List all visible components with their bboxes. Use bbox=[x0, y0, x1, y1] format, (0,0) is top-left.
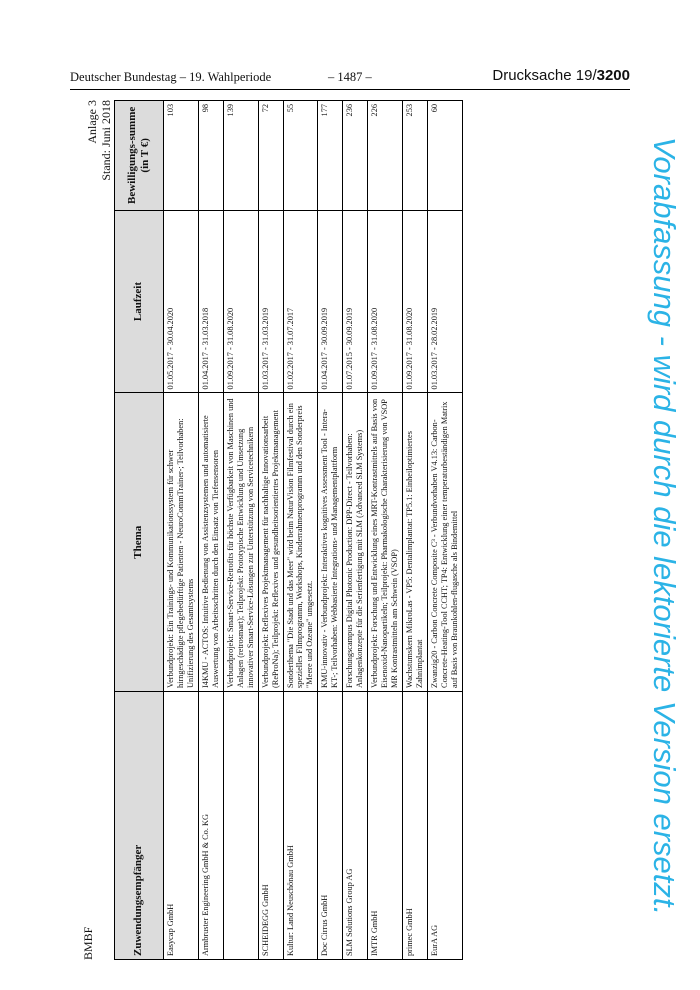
cell-amount: 72 bbox=[258, 101, 283, 211]
table-row bbox=[318, 101, 343, 960]
table-row bbox=[403, 101, 428, 960]
table-body bbox=[164, 101, 463, 960]
annex-label: Anlage 3 bbox=[85, 100, 100, 144]
header-doc-num2: 3200 bbox=[596, 67, 630, 84]
cell-recipient: primec GmbH bbox=[403, 691, 428, 959]
cell-recipient: EurA AG bbox=[427, 691, 462, 959]
table-row bbox=[258, 101, 283, 960]
header-rule bbox=[70, 89, 630, 90]
cell-recipient: Doc Cirrus GmbH bbox=[318, 691, 343, 959]
header-page-number: – 1487 – bbox=[328, 70, 372, 84]
grant-table bbox=[114, 100, 463, 960]
cell-amount: 103 bbox=[164, 101, 199, 211]
table-row bbox=[368, 101, 403, 960]
cell-period: 01.05.2017 - 30.04.2020 bbox=[164, 210, 199, 393]
cell-topic: Sonderthema "Die Stadt und das Meer" wird beim NaturVision Filmfestival durch ein spezielles Filmprogramm, Workshops, Kinderrahmenprogramm und den Sonderpreis "Meere und Ozeane" umgesetzt. bbox=[283, 393, 318, 692]
col-header-amount: Bewilligungs-summe (in T €) bbox=[115, 101, 164, 211]
cell-recipient: SCHEIDEGG GmbH bbox=[258, 691, 283, 959]
cell-topic: KMU-innovativ - Verbundprojekt: Interaktives kognitives Assessment Tool - Intera-KT-; Teilvorhaben: Webbasierte Integrations- und Managementplattform bbox=[318, 393, 343, 692]
cell-period: 01.03.2017 - 31.03.2019 bbox=[258, 210, 283, 393]
ministry-label: BMBF bbox=[81, 926, 95, 960]
cell-recipient: SLM Solutions Group AG bbox=[343, 691, 368, 959]
cell-period: 01.09.2017 - 31.08.2020 bbox=[368, 210, 403, 393]
cell-topic: Verbundprojekt: Ein Trainings- und Kommunikationssystem für schwer hirngeschädigte pflegebedürftige Patienten - NeuroCommTrainer-; Teilvorhaben: Unifizierung des Gesamtsystems bbox=[164, 393, 199, 692]
table-row bbox=[223, 101, 258, 960]
cell-topic: Zwanzig20 - Carbon Concrete Composite C³ - Verbundvorhaben V4.13: Carbon-Concrete-Heating-Tool CCHT; TP4: Entwicklung einer temperaturbeständigen Matrix auf Basis von Braunkohlen-flugasche als Bindemittel bbox=[427, 393, 462, 692]
table-meta bbox=[70, 100, 114, 960]
table-row bbox=[164, 101, 199, 960]
cell-amount: 55 bbox=[283, 101, 318, 211]
cell-period: 01.02.2017 - 31.07.2017 bbox=[283, 210, 318, 393]
status-date: Stand: Juni 2018 bbox=[99, 100, 114, 181]
rotated-table-page bbox=[70, 100, 550, 960]
header-doc-prefix: Drucksache bbox=[492, 67, 576, 84]
cell-recipient: IMTR GmbH bbox=[368, 691, 403, 959]
cell-amount: 98 bbox=[198, 101, 223, 211]
header-doc-num1: 19/ bbox=[575, 67, 597, 84]
cell-amount: 177 bbox=[318, 101, 343, 211]
cell-period: 01.09.2017 - 31.08.2020 bbox=[223, 210, 258, 393]
annex-block bbox=[86, 100, 114, 181]
cell-recipient: Kultur: Land Neuschönau GmbH bbox=[283, 691, 318, 959]
table-row bbox=[198, 101, 223, 960]
cell-amount: 226 bbox=[368, 101, 403, 211]
cell-topic: Verbundprojekt: Reflexives Projektmanagement für nachhaltige Innovationsarbeit (ReProNa); Teilprojekt: Reflexives und gesundheitsorientiertes Projektmanagement bbox=[258, 393, 283, 692]
table-row bbox=[427, 101, 462, 960]
cell-amount: 236 bbox=[343, 101, 368, 211]
cell-amount: 253 bbox=[403, 101, 428, 211]
cell-period: 01.03.2017 - 28.02.2019 bbox=[427, 210, 462, 393]
cell-period: 01.04.2017 - 31.03.2018 bbox=[198, 210, 223, 393]
cell-topic: Wachstumskern MikroLas - VP5: Dentalimplantat: TP5.1: Einheiloptimiertes Zahnimplantat bbox=[403, 393, 428, 692]
cell-period: 01.09.2017 - 31.08.2020 bbox=[403, 210, 428, 393]
table-header-row bbox=[115, 101, 164, 960]
cell-topic: Verbundprojekt: Smart-Service-Retrofits für höchste Verfügbarkeit von Maschinen und Anlagen (retrosmart); Teilprojekt: Prototypische Entwicklung und Umsetzung innovativer Smart-Service-Lösungen zur Unterstützung von Servicetechnikern bbox=[223, 393, 258, 692]
header-document-number bbox=[492, 67, 630, 84]
cell-recipient bbox=[223, 691, 258, 959]
cell-recipient: Easycap GmbH bbox=[164, 691, 199, 959]
cell-period: 01.04.2017 - 30.09.2019 bbox=[318, 210, 343, 393]
table-row bbox=[283, 101, 318, 960]
cell-amount: 60 bbox=[427, 101, 462, 211]
col-header-topic: Thema bbox=[115, 393, 164, 692]
cell-topic: Verbundprojekt: Forschung und Entwicklung eines MRT-Kontrastmittels auf Basis von Eisenoxid-Nanopartikeln; Teilprojekt: Pharmakologische Charakterisierung von VSOP MR Kontrastmitteln am Schwein (VSOP) bbox=[368, 393, 403, 692]
col-header-recipient: Zuwendungsempfänger bbox=[115, 691, 164, 959]
cell-period: 01.07.2015 - 30.09.2019 bbox=[343, 210, 368, 393]
cell-amount: 139 bbox=[223, 101, 258, 211]
table-row bbox=[343, 101, 368, 960]
cell-recipient: Armbruster Engineering GmbH & Co. KG bbox=[198, 691, 223, 959]
cell-topic: Forschungscampus Digital Photonic Production: DPP-Direct - Teilvorhaben: Anlagenkonzepte für die Serienfertigung mit SLM (Advanced SLM Systems) bbox=[343, 393, 368, 692]
draft-watermark: Vorabfassung - wird durch die lektorierte Version ersetzt. bbox=[647, 136, 682, 916]
header-publication: Deutscher Bundestag – 19. Wahlperiode bbox=[70, 70, 272, 84]
cell-topic: I4KMU - ACTOS: Intuitive Bedienung von Assistenzsystemen und automatisierte Auswertung von Arbeitsschritten durch den Einsatz von Tiefensensoren bbox=[198, 393, 223, 692]
col-header-period: Laufzeit bbox=[115, 210, 164, 393]
